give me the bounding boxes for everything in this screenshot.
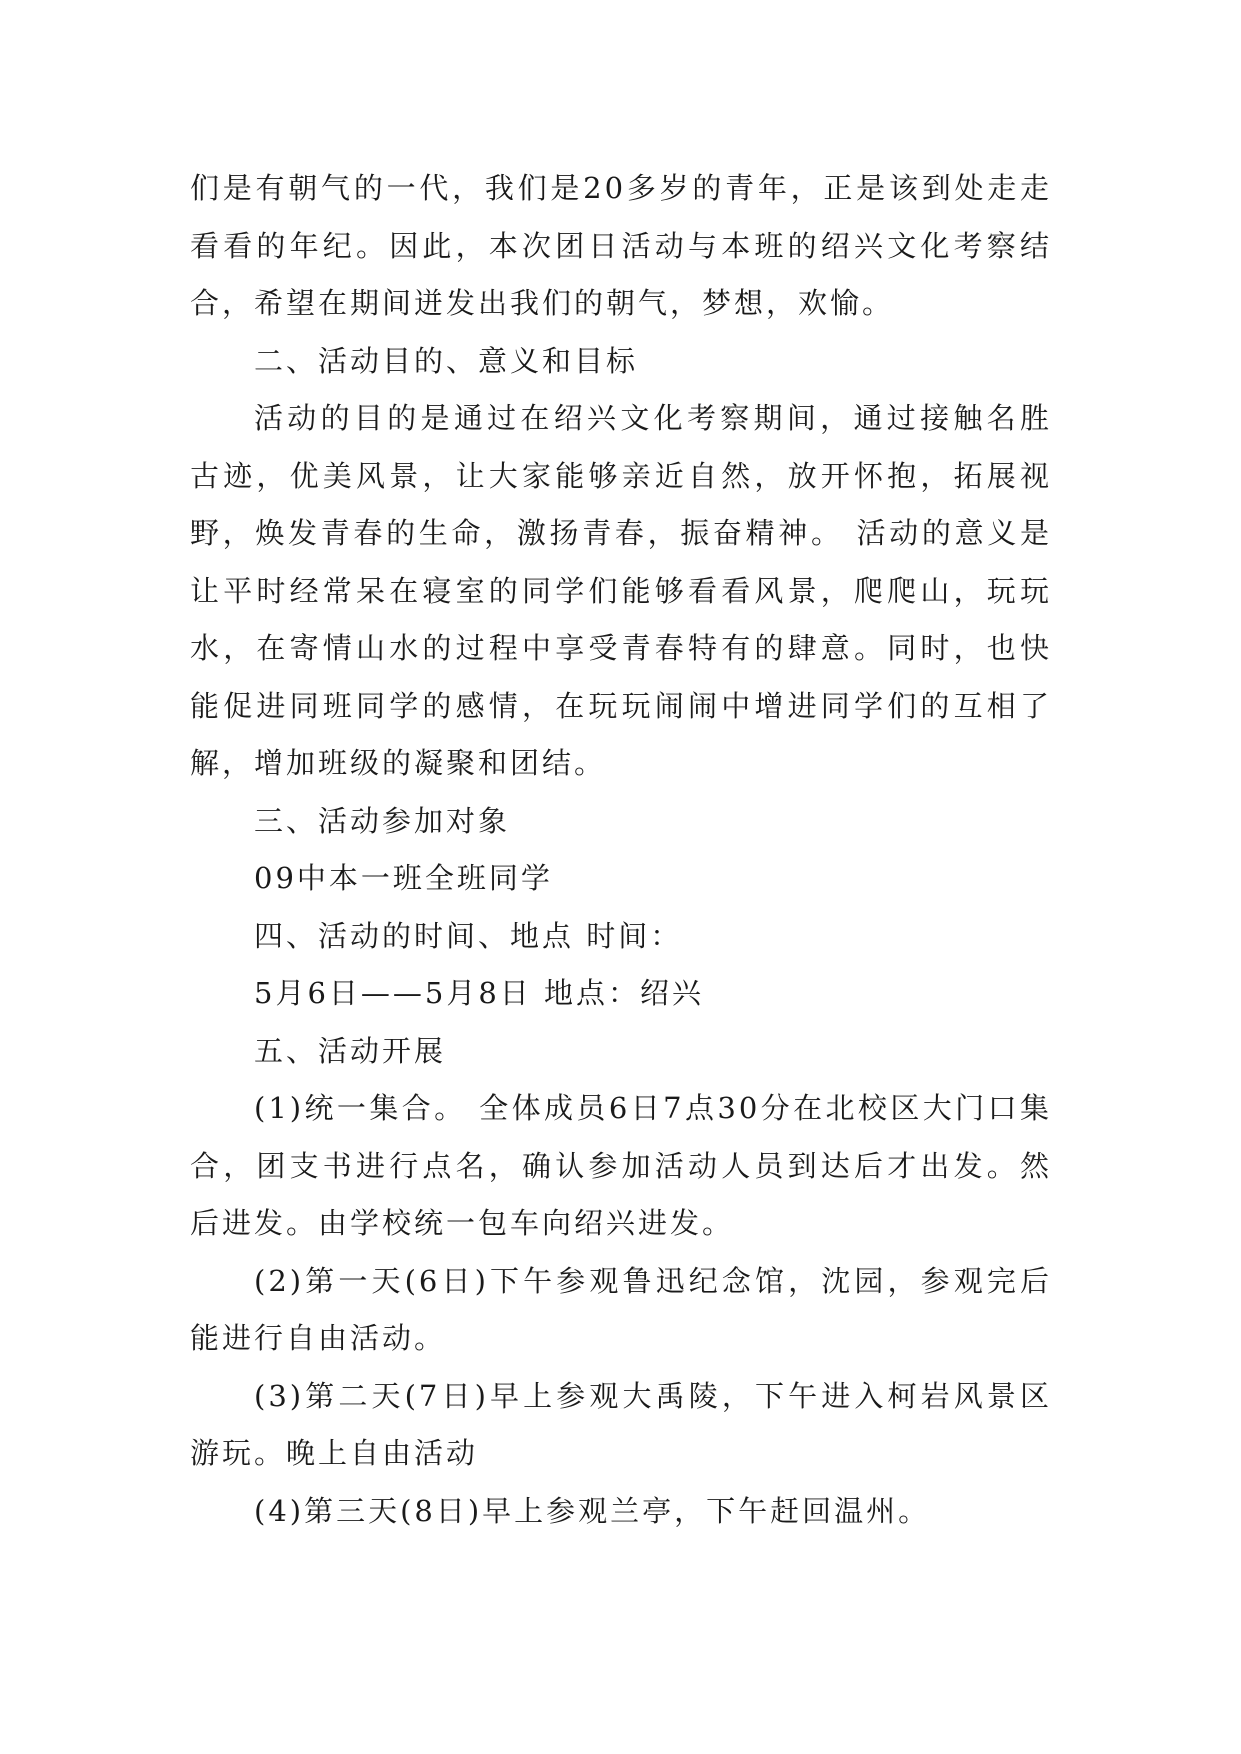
activity-item-2: (2)第一天(6日)下午参观鲁迅纪念馆，沈园，参观完后能进行自由活动。: [190, 1263, 1052, 1355]
activity-item-3: (3)第二天(7日)早上参观大禹陵，下午进入柯岩风景区游玩。晚上自由活动: [190, 1378, 1052, 1470]
purpose-paragraph: 活动的目的是通过在绍兴文化考察期间，通过接触名胜古迹，优美风景，让大家能够亲近自然，放开怀抱，拓展视野，焕发青春的生命，激扬青春，振奋精神。 活动的意义是让平时经常呆在寝室的同学们能够看看风景，爬爬山，玩玩水，在寄情山水的过程中享受青春特有的肆意。同时，也快能促进同班同学的感情，在玩玩闹闹中增进同学们的互相了解，增加班级的凝聚和团结。: [190, 401, 1052, 780]
participants-paragraph: 09中本一班全班同学: [254, 861, 553, 895]
section-heading-participants: 三、活动参加对象: [254, 803, 511, 838]
activity-item-4: (4)第三天(8日)早上参观兰亭，下午赶回温州。: [254, 1493, 931, 1528]
section-heading-activities: 五、活动开展: [254, 1033, 447, 1068]
time-place-paragraph: 5月6日——5月8日 地点：绍兴: [254, 976, 705, 1010]
section-heading-purpose: 二、活动目的、意义和目标: [254, 343, 639, 378]
document-body: [190, 160, 1052, 1540]
activity-item-1: (1)统一集合。 全体成员6日7点30分在北校区大门口集合，团支书进行点名，确认参加活动人员到达后才出发。然后进发。由学校统一包车向绍兴进发。: [190, 1091, 1052, 1240]
intro-continuation-paragraph: 们是有朝气的一代，我们是20多岁的青年，正是该到处走走看看的年纪。因此，本次团日活动与本班的绍兴文化考察结合，希望在期间迸发出我们的朝气，梦想，欢愉。: [190, 171, 1052, 320]
section-heading-time-place: 四、活动的时间、地点 时间：: [254, 918, 683, 953]
